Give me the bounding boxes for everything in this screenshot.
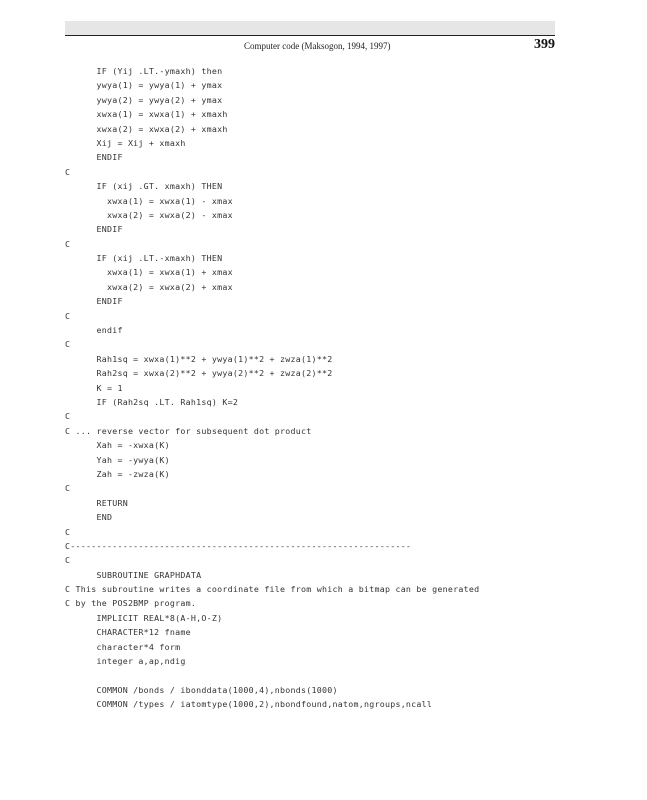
code-line: IMPLICIT REAL*8(A-H,O-Z) [65, 612, 223, 623]
code-line: CHARACTER*12 fname [65, 627, 191, 638]
code-line: C ... reverse vector for subsequent dot product [65, 425, 312, 436]
code-line: C----------------------------------------------------------------- [65, 540, 412, 551]
code-line: C [65, 526, 71, 537]
code-line [65, 668, 479, 682]
code-line: C [65, 411, 71, 422]
code-line: C This subroutine writes a coordinate file from which a bitmap can be generated [65, 584, 480, 595]
code-line: C [65, 483, 71, 494]
code-line: xwxa(1) = xwxa(1) + xmaxh [65, 109, 228, 120]
code-line: xwxa(2) = xwxa(2) + xmaxh [65, 123, 228, 134]
code-listing [65, 64, 479, 712]
running-head: Computer code (Maksogon, 1994, 1997) [244, 41, 391, 51]
code-line: SUBROUTINE GRAPHDATA [65, 569, 202, 580]
code-line: Rah2sq = xwxa(2)**2 + ywya(2)**2 + zwza(2)**2 [65, 368, 333, 379]
code-line: Xah = -xwxa(K) [65, 440, 170, 451]
code-line: integer a,ap,ndig [65, 656, 186, 667]
code-line: C [65, 555, 71, 566]
code-line: C [65, 166, 71, 177]
code-line: C by the POS2BMP program. [65, 598, 197, 609]
code-line: C [65, 339, 71, 350]
code-line: xwxa(1) = xwxa(1) + xmax [65, 267, 233, 278]
header-shade-bar [65, 21, 555, 35]
code-line: xwxa(2) = xwxa(2) + xmax [65, 281, 233, 292]
code-line: IF (Yij .LT.-ymaxh) then [65, 66, 223, 76]
page-number: 399 [534, 37, 555, 52]
code-line: ENDIF [65, 296, 123, 307]
code-line: END [65, 512, 113, 523]
code-line: IF (xij .GT. xmaxh) THEN [65, 181, 223, 192]
code-line: RETURN [65, 497, 128, 508]
code-line: ENDIF [65, 224, 123, 235]
code-line: COMMON /bonds / ibonddata(1000,4),nbonds(1000) [65, 684, 338, 695]
code-line: endif [65, 325, 123, 336]
code-line: xwxa(2) = xwxa(2) - xmax [65, 209, 233, 220]
code-line: Rah1sq = xwxa(1)**2 + ywya(1)**2 + zwza(1)**2 [65, 353, 333, 364]
code-line: IF (Rah2sq .LT. Rah1sq) K=2 [65, 396, 239, 407]
code-line: ywya(1) = ywya(1) + ymax [65, 80, 223, 91]
code-line: ENDIF [65, 152, 123, 163]
code-line: C [65, 310, 71, 321]
code-line: character*4 form [65, 641, 181, 652]
code-line: Xij = Xij + xmaxh [65, 137, 186, 148]
code-line: C [65, 238, 71, 249]
code-line: Yah = -ywya(K) [65, 454, 170, 465]
code-line: Zah = -zwza(K) [65, 468, 170, 479]
code-line: IF (xij .LT.-xmaxh) THEN [65, 253, 223, 264]
code-line: K = 1 [65, 382, 123, 393]
header-rule [65, 35, 555, 36]
code-line: ywya(2) = ywya(2) + ymax [65, 94, 223, 105]
code-line: xwxa(1) = xwxa(1) - xmax [65, 195, 233, 206]
code-line: COMMON /types / iatomtype(1000,2),nbondfound,natom,ngroups,ncall [65, 699, 433, 710]
